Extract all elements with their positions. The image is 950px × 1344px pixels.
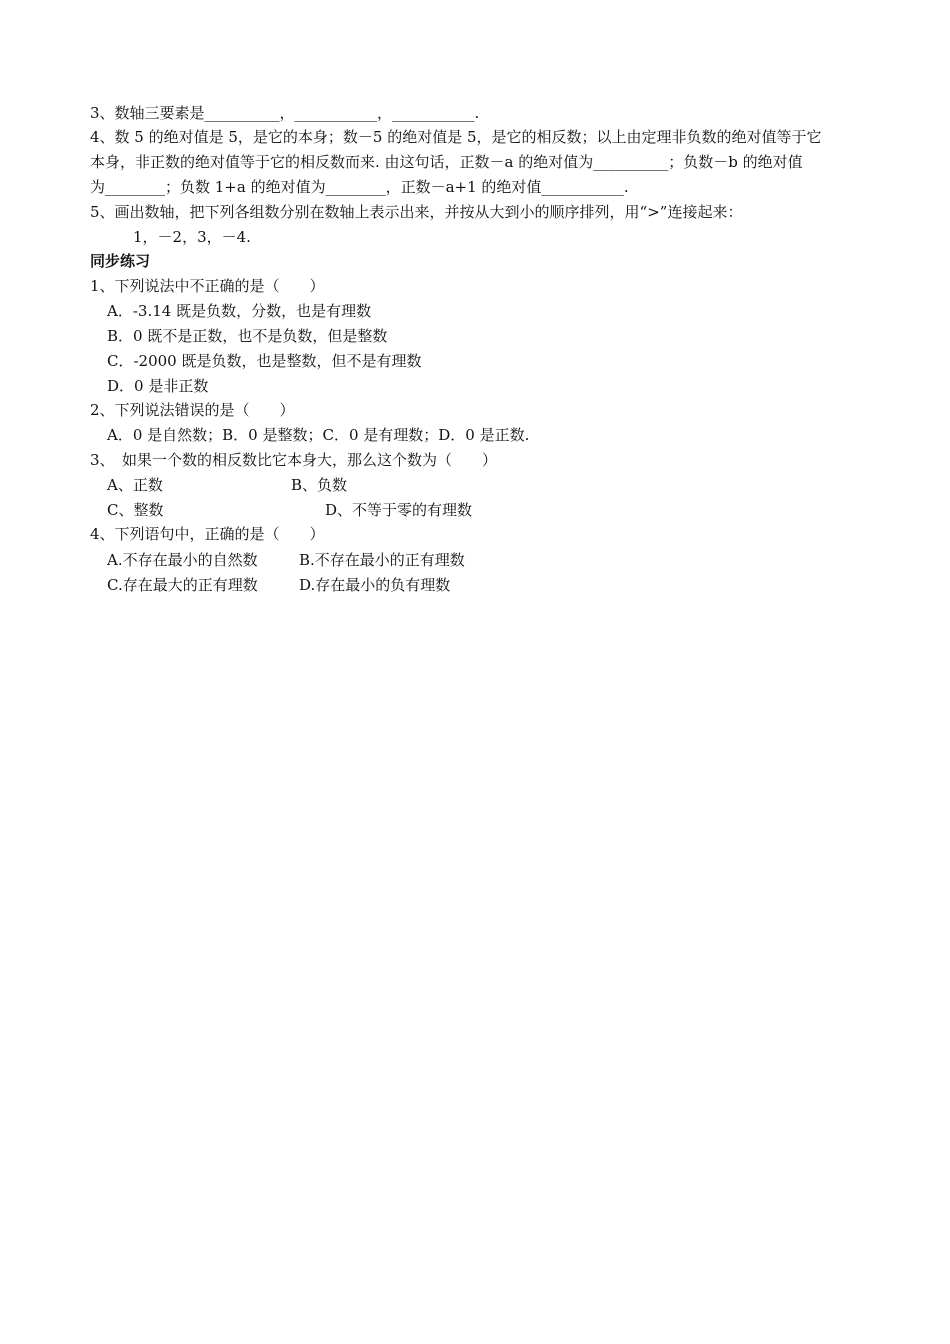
- practice-q4-option-a: A.不存在最小的自然数: [107, 551, 258, 569]
- practice-q4-option-b: B.不存在最小的正有理数: [299, 551, 465, 569]
- review-q4-line1: 4、数 5 的绝对值是 5，是它的本身；数－5 的绝对值是 5，是它的相反数；以上由定理非负数的绝对值等于它: [90, 128, 822, 146]
- practice-q4-stem: 4、下列语句中，正确的是（ ）: [90, 525, 325, 543]
- section-heading: 同步练习: [90, 252, 151, 270]
- practice-q1-option-b: B．0 既不是正数，也不是负数，但是整数: [107, 327, 388, 345]
- practice-q1-stem: 1、下列说法中不正确的是（ ）: [90, 277, 325, 295]
- review-q5-line1: 5、画出数轴，把下列各组数分别在数轴上表示出来，并按从大到小的顺序排列，用“>”连接起来：: [90, 203, 743, 221]
- practice-q1-option-c: C．-2000 既是负数，也是整数，但不是有理数: [107, 352, 422, 370]
- practice-q3-stem: 3、 如果一个数的相反数比它本身大，那么这个数为（ ）: [90, 451, 498, 469]
- review-q4-line3: 为________；负数 1+a 的绝对值为________，正数－a+1 的绝对值___________.: [90, 178, 629, 196]
- practice-q3-option-a: A、正数: [107, 476, 163, 494]
- practice-q1-option-a: A．-3.14 既是负数，分数，也是有理数: [107, 302, 372, 320]
- practice-q4-option-d: D.存在最小的负有理数: [299, 576, 451, 594]
- practice-q4-option-c: C.存在最大的正有理数: [107, 576, 258, 594]
- review-q5-numbers: 1，－2，3，－4.: [133, 228, 251, 246]
- practice-q1-option-d: D．0 是非正数: [107, 377, 209, 395]
- practice-q3-option-b: B、负数: [291, 476, 348, 494]
- practice-q2-stem: 2、下列说法错误的是（ ）: [90, 401, 295, 419]
- review-q3: 3、数轴三要素是__________，___________，___________.: [90, 104, 480, 122]
- practice-q3-option-d: D、不等于零的有理数: [325, 501, 473, 519]
- review-q4-line2: 本身，非正数的绝对值等于它的相反数而来. 由这句话，正数－a 的绝对值为__________；负数－b 的绝对值: [90, 153, 803, 171]
- practice-q3-option-c: C、整数: [107, 501, 164, 519]
- practice-q2-options: A．0 是自然数；B．0 是整数；C．0 是有理数；D．0 是正数.: [107, 426, 530, 444]
